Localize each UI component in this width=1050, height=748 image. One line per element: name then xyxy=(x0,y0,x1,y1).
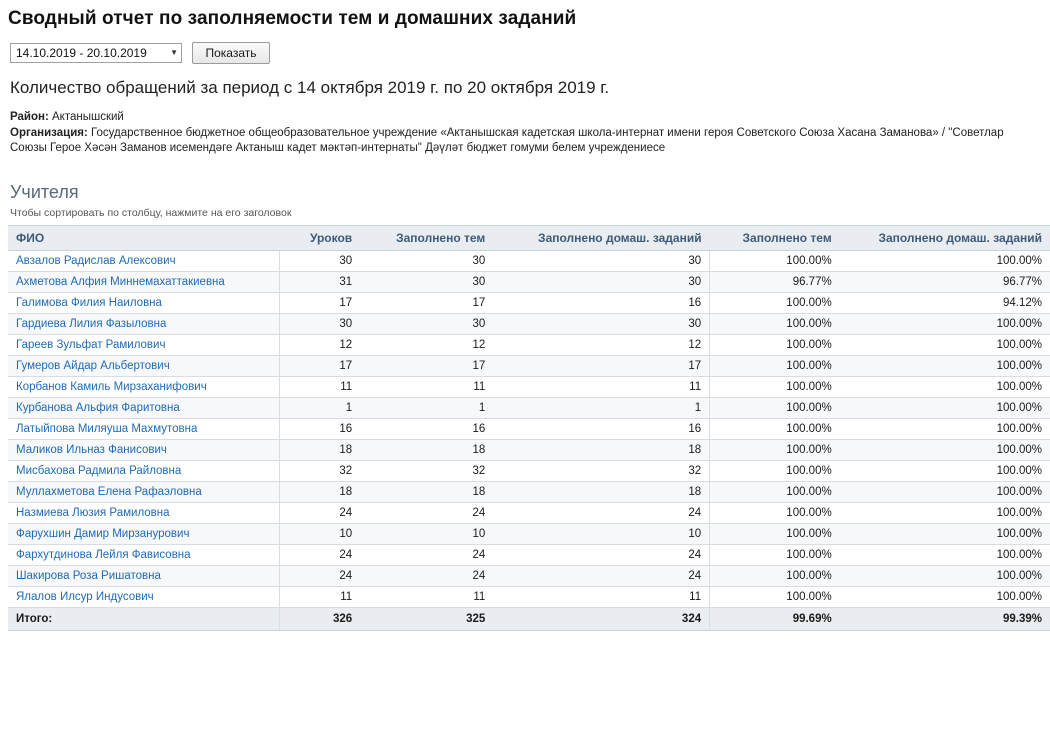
cell-topics-percent: 100.00% xyxy=(710,335,840,356)
cell-homework: 30 xyxy=(493,314,709,335)
date-range-picker[interactable] xyxy=(10,43,182,63)
cell-lessons: 17 xyxy=(279,293,360,314)
period-heading: Количество обращений за период с 14 октября 2019 г. по 20 октября 2019 г. xyxy=(10,78,610,97)
column-header-name[interactable]: ФИО xyxy=(8,226,279,251)
table-row[interactable] xyxy=(8,251,1050,272)
table-row[interactable] xyxy=(8,461,1050,482)
cell-total-label: Итого: xyxy=(8,608,279,631)
cell-homework-percent: 100.00% xyxy=(840,419,1050,440)
column-header-homework-filled[interactable]: Заполнено домаш. заданий xyxy=(493,226,709,251)
cell-name[interactable]: Курбанова Альфия Фаритовна xyxy=(8,398,279,419)
date-range-value: 14.10.2019 - 20.10.2019 xyxy=(16,46,147,60)
cell-homework: 10 xyxy=(493,524,709,545)
cell-name[interactable]: Галимова Филия Наиловна xyxy=(8,293,279,314)
cell-total-homework: 324 xyxy=(493,608,709,631)
cell-topics: 17 xyxy=(360,356,493,377)
column-header-homework-percent[interactable]: Заполнено домаш. заданий xyxy=(840,226,1050,251)
organization-row xyxy=(10,126,1040,156)
cell-name[interactable]: Фархутдинова Лейля Фависовна xyxy=(8,545,279,566)
cell-total-topics-percent: 99.69% xyxy=(710,608,840,631)
district-label: Район: xyxy=(10,111,49,123)
page-title: Сводный отчет по заполняемости тем и домашних заданий xyxy=(8,8,577,29)
cell-topics-percent: 100.00% xyxy=(710,461,840,482)
cell-total-homework-percent: 99.39% xyxy=(840,608,1050,631)
cell-name[interactable]: Муллахметова Елена Рафаэловна xyxy=(8,482,279,503)
table-row[interactable] xyxy=(8,377,1050,398)
table-row[interactable] xyxy=(8,545,1050,566)
cell-lessons: 31 xyxy=(279,272,360,293)
cell-lessons: 16 xyxy=(279,419,360,440)
cell-topics-percent: 100.00% xyxy=(710,293,840,314)
cell-topics: 17 xyxy=(360,293,493,314)
cell-topics: 30 xyxy=(360,251,493,272)
table-row[interactable] xyxy=(8,587,1050,608)
table-head xyxy=(8,226,1050,251)
cell-topics-percent: 100.00% xyxy=(710,524,840,545)
cell-homework-percent: 100.00% xyxy=(840,314,1050,335)
organization-label: Организация: xyxy=(10,127,88,139)
cell-lessons: 12 xyxy=(279,335,360,356)
cell-topics: 32 xyxy=(360,461,493,482)
cell-name[interactable]: Назмиева Люзия Рамиловна xyxy=(8,503,279,524)
cell-name[interactable]: Шакирова Роза Ришатовна xyxy=(8,566,279,587)
cell-topics: 24 xyxy=(360,503,493,524)
district-row xyxy=(10,110,1040,125)
teachers-heading: Учителя xyxy=(10,182,79,202)
cell-topics-percent: 100.00% xyxy=(710,545,840,566)
cell-topics-percent: 100.00% xyxy=(710,566,840,587)
cell-lessons: 30 xyxy=(279,314,360,335)
cell-lessons: 18 xyxy=(279,440,360,461)
cell-topics: 18 xyxy=(360,482,493,503)
organization-value: Государственное бюджетное общеобразовательное учреждение «Актанышская кадетская школа-интернат имени героя Советского Союза Хасана Заманова» / "Советлар Союзы Герое Хәсән Заманов исемендәге Актаныш кадет мәктәп-интернаты" Дәүләт бюджет гомуми белем учреждениесе xyxy=(10,127,1004,154)
cell-topics: 30 xyxy=(360,272,493,293)
cell-name[interactable]: Гареев Зульфат Рамилович xyxy=(8,335,279,356)
table-row[interactable] xyxy=(8,398,1050,419)
cell-topics: 24 xyxy=(360,566,493,587)
cell-total-lessons: 326 xyxy=(279,608,360,631)
cell-homework: 30 xyxy=(493,251,709,272)
cell-topics-percent: 100.00% xyxy=(710,440,840,461)
cell-topics-percent: 96.77% xyxy=(710,272,840,293)
cell-homework-percent: 100.00% xyxy=(840,356,1050,377)
table-row[interactable] xyxy=(8,440,1050,461)
cell-topics-percent: 100.00% xyxy=(710,419,840,440)
cell-name[interactable]: Мисбахова Радмила Райловна xyxy=(8,461,279,482)
cell-name[interactable]: Латыйпова Миляуша Махмутовна xyxy=(8,419,279,440)
teachers-table xyxy=(8,225,1050,631)
cell-topics-percent: 100.00% xyxy=(710,587,840,608)
cell-name[interactable]: Ахметова Алфия Миннемахаттакиевна xyxy=(8,272,279,293)
table-total-row xyxy=(8,608,1050,631)
cell-homework-percent: 100.00% xyxy=(840,566,1050,587)
table-row[interactable] xyxy=(8,503,1050,524)
column-header-topics-filled[interactable]: Заполнено тем xyxy=(360,226,493,251)
cell-homework: 24 xyxy=(493,545,709,566)
cell-topics: 30 xyxy=(360,314,493,335)
cell-topics-percent: 100.00% xyxy=(710,377,840,398)
chevron-down-icon: ▼ xyxy=(170,48,178,57)
cell-name[interactable]: Маликов Ильназ Фанисович xyxy=(8,440,279,461)
cell-lessons: 17 xyxy=(279,356,360,377)
cell-lessons: 10 xyxy=(279,524,360,545)
cell-name[interactable]: Гумеров Айдар Альбертович xyxy=(8,356,279,377)
cell-homework-percent: 100.00% xyxy=(840,587,1050,608)
cell-topics-percent: 100.00% xyxy=(710,503,840,524)
table-row[interactable] xyxy=(8,482,1050,503)
cell-topics: 11 xyxy=(360,587,493,608)
cell-homework-percent: 100.00% xyxy=(840,524,1050,545)
cell-lessons: 11 xyxy=(279,377,360,398)
cell-topics: 18 xyxy=(360,440,493,461)
toolbar xyxy=(10,42,1046,64)
show-button[interactable]: Показать xyxy=(192,42,270,64)
cell-homework-percent: 100.00% xyxy=(840,545,1050,566)
table-row[interactable] xyxy=(8,419,1050,440)
cell-homework: 18 xyxy=(493,482,709,503)
cell-topics-percent: 100.00% xyxy=(710,398,840,419)
cell-homework-percent: 100.00% xyxy=(840,440,1050,461)
cell-homework-percent: 94.12% xyxy=(840,293,1050,314)
table-row[interactable] xyxy=(8,272,1050,293)
cell-topics: 24 xyxy=(360,545,493,566)
cell-homework: 16 xyxy=(493,293,709,314)
cell-lessons: 24 xyxy=(279,545,360,566)
cell-homework: 24 xyxy=(493,566,709,587)
cell-topics: 16 xyxy=(360,419,493,440)
table-row[interactable] xyxy=(8,293,1050,314)
cell-homework: 11 xyxy=(493,377,709,398)
organization-meta xyxy=(10,110,1040,156)
table-row[interactable] xyxy=(8,524,1050,545)
table-row[interactable] xyxy=(8,335,1050,356)
cell-homework-percent: 96.77% xyxy=(840,272,1050,293)
cell-homework: 1 xyxy=(493,398,709,419)
cell-homework-percent: 100.00% xyxy=(840,503,1050,524)
cell-homework: 11 xyxy=(493,587,709,608)
cell-name[interactable]: Корбанов Камиль Мирзаханифович xyxy=(8,377,279,398)
cell-homework: 24 xyxy=(493,503,709,524)
column-header-lessons[interactable]: Уроков xyxy=(279,226,360,251)
column-header-topics-percent[interactable]: Заполнено тем xyxy=(710,226,840,251)
cell-homework-percent: 100.00% xyxy=(840,461,1050,482)
cell-homework: 18 xyxy=(493,440,709,461)
cell-lessons: 32 xyxy=(279,461,360,482)
cell-homework-percent: 100.00% xyxy=(840,377,1050,398)
cell-topics: 11 xyxy=(360,377,493,398)
cell-lessons: 30 xyxy=(279,251,360,272)
cell-topics-percent: 100.00% xyxy=(710,251,840,272)
table-header-row xyxy=(8,226,1050,251)
cell-lessons: 11 xyxy=(279,587,360,608)
cell-homework-percent: 100.00% xyxy=(840,398,1050,419)
cell-homework: 12 xyxy=(493,335,709,356)
cell-homework-percent: 100.00% xyxy=(840,335,1050,356)
cell-topics: 10 xyxy=(360,524,493,545)
cell-lessons: 1 xyxy=(279,398,360,419)
cell-name[interactable]: Ялалов Илсур Индусович xyxy=(8,587,279,608)
cell-name[interactable]: Гардиева Лилия Фазыловна xyxy=(8,314,279,335)
cell-homework: 17 xyxy=(493,356,709,377)
cell-topics: 1 xyxy=(360,398,493,419)
cell-homework-percent: 100.00% xyxy=(840,482,1050,503)
table-row[interactable] xyxy=(8,356,1050,377)
district-value: Актанышский xyxy=(52,111,124,123)
cell-name[interactable]: Авзалов Радислав Алексович xyxy=(8,251,279,272)
cell-total-topics: 325 xyxy=(360,608,493,631)
cell-topics-percent: 100.00% xyxy=(710,314,840,335)
cell-homework: 16 xyxy=(493,419,709,440)
cell-homework-percent: 100.00% xyxy=(840,251,1050,272)
cell-topics-percent: 100.00% xyxy=(710,482,840,503)
table-row[interactable] xyxy=(8,314,1050,335)
cell-homework: 32 xyxy=(493,461,709,482)
table-row[interactable] xyxy=(8,566,1050,587)
sort-hint: Чтобы сортировать по столбцу, нажмите на его заголовок xyxy=(10,207,292,219)
cell-lessons: 24 xyxy=(279,503,360,524)
table-body xyxy=(8,251,1050,631)
cell-lessons: 24 xyxy=(279,566,360,587)
cell-topics: 12 xyxy=(360,335,493,356)
cell-homework: 30 xyxy=(493,272,709,293)
cell-lessons: 18 xyxy=(279,482,360,503)
cell-topics-percent: 100.00% xyxy=(710,356,840,377)
cell-name[interactable]: Фарухшин Дамир Мирзанурович xyxy=(8,524,279,545)
